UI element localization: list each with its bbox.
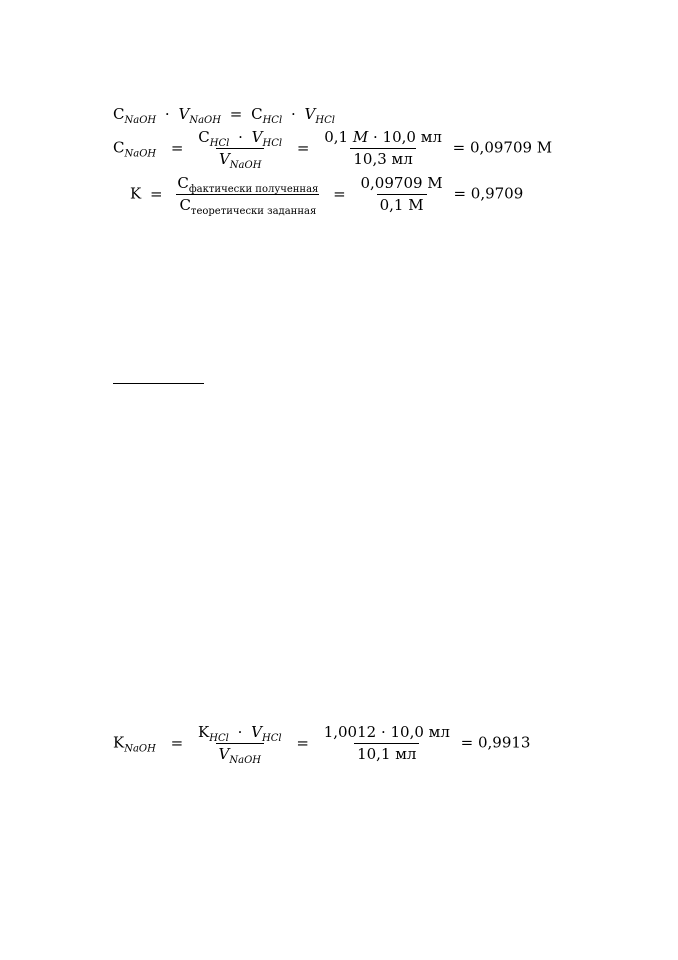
result-value: = 0,09709 М — [452, 138, 553, 157]
equals-sign: = — [170, 733, 184, 752]
fraction-numerator: 0,1 M · 10,0 мл — [324, 128, 442, 146]
equation-titration-balance — [113, 105, 335, 126]
fraction-numerator: $C_{фактически полученная}$ — [177, 174, 319, 195]
subscript-hcl: HCl — [315, 115, 335, 126]
k-symbol: K — [113, 733, 125, 752]
horizontal-rule — [113, 383, 204, 384]
equals-sign: = — [333, 184, 346, 203]
multiply-dot: · — [164, 105, 170, 123]
equals-sign: = — [229, 105, 243, 123]
fraction-denominator: $V_{NaOH}$ — [216, 148, 264, 167]
fraction-values — [321, 725, 453, 762]
fraction-denominator: 0,1 М — [377, 194, 427, 213]
subscript-naoh: NaOH — [124, 743, 156, 755]
equals-sign: = — [296, 138, 310, 157]
fraction-denominator: $C_{теоретически заданная}$ — [176, 194, 319, 213]
subscript-naoh: NaOH — [189, 115, 221, 126]
c-symbol: C — [113, 105, 125, 123]
equals-sign: = — [170, 138, 184, 157]
v-symbol: V — [178, 105, 190, 123]
fraction-denominator: 10,3 мл — [350, 148, 415, 167]
equation-naoh-correction-factor — [113, 723, 531, 766]
fraction-denominator: $V_{NaOH}$ — [216, 743, 264, 762]
c-symbol: C — [113, 138, 125, 157]
fraction-denominator: 10,1 мл — [354, 743, 419, 762]
subscript-hcl: HCl — [262, 115, 283, 126]
fraction-formula — [195, 723, 285, 766]
equals-sign: = — [150, 184, 163, 203]
subscript-naoh: NaOH — [124, 148, 157, 160]
fraction-formula — [195, 128, 285, 171]
fraction-values — [358, 176, 446, 213]
multiply-dot: · — [290, 105, 296, 123]
c-symbol: C — [251, 105, 263, 123]
fraction-numerator: 1,0012 · 10,0 мл — [323, 723, 450, 741]
fraction-numerator: $C_{HCl} \cdot V_{HCl}$ — [198, 128, 283, 149]
fraction-numerator: $K_{HCl} \cdot V_{HCl}$ — [198, 723, 282, 744]
fraction-values — [321, 130, 445, 167]
equation-correction-factor — [130, 174, 524, 217]
fraction-formula — [174, 174, 321, 217]
k-symbol: K — [130, 184, 142, 203]
fraction-numerator: 0,09709 М — [360, 174, 443, 192]
equation-naoh-concentration — [113, 128, 553, 171]
subscript-naoh: NaOH — [124, 115, 157, 126]
result-value: = 0,9709 — [453, 184, 524, 203]
v-symbol: V — [304, 105, 316, 123]
result-value: = 0,9913 — [460, 733, 531, 752]
equals-sign: = — [296, 733, 309, 752]
